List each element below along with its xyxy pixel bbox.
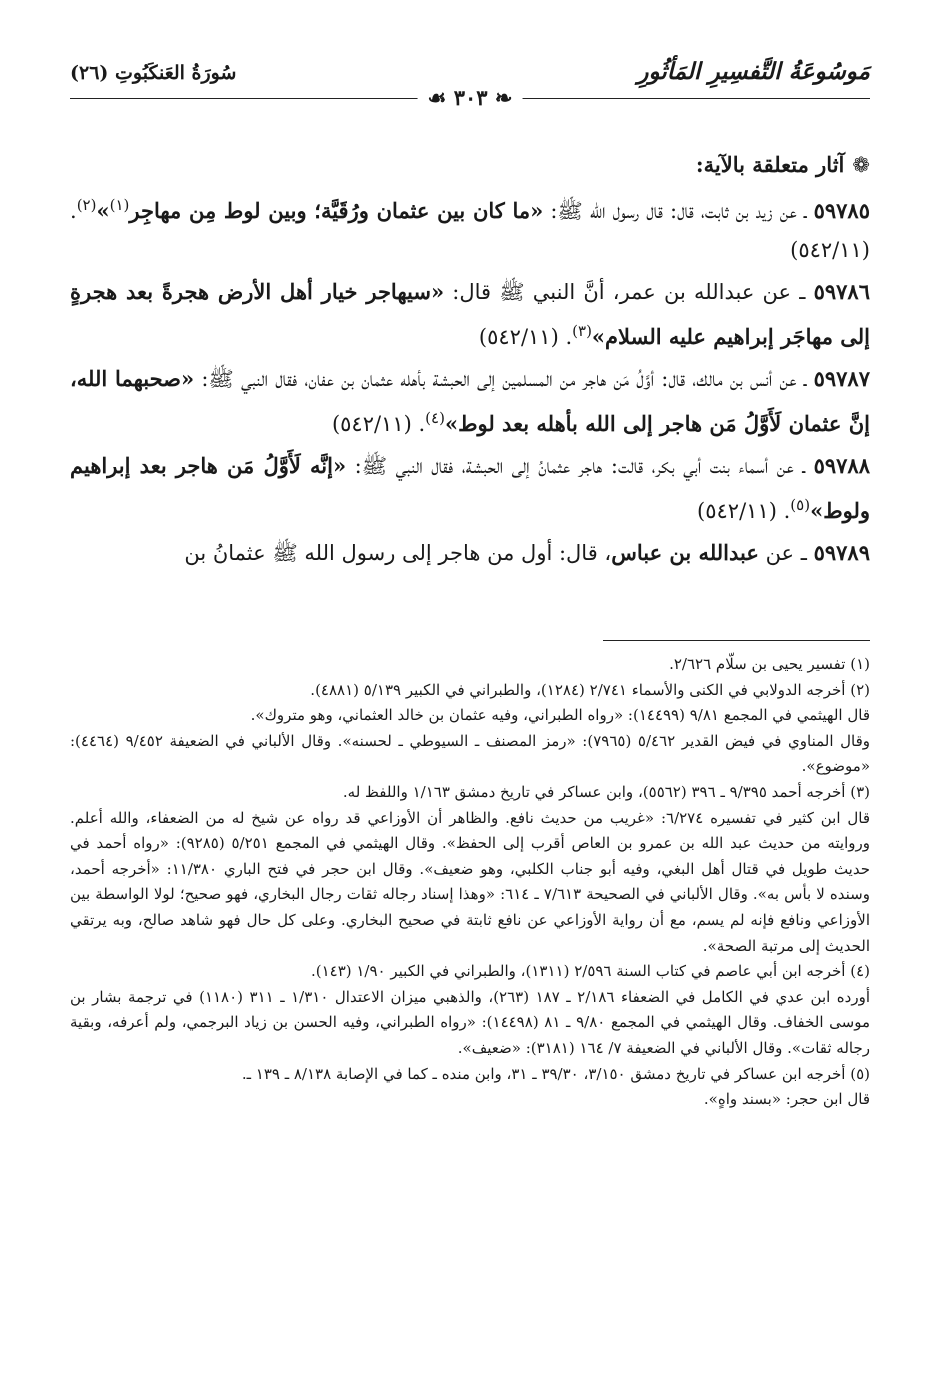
entry-text: ، قال: أول من هاجر إلى رسول الله ﷺ عثمانُ بن [184, 541, 612, 565]
footnote: (٥) أخرجه ابن عساكر في تاريخ دمشق ٣/١٥٠، ٣٩/٣٠ ـ ٣١، وابن منده ـ كما في الإصابة ٨/١٣٨ ـ ١٣٩ ـ. [241, 1064, 870, 1083]
footnote-ref: (١) [109, 196, 130, 214]
entry-text: ـ عن أنس بن مالك، قال: أوَّلُ مَن هاجر من المسلمين إلى الحبشة بأهله عثمان بن عفان، فقال النبي ﷺ: [194, 367, 814, 391]
page-number: ❧ ٣٠٣ ☙ [418, 85, 523, 110]
athar-entry [70, 186, 870, 270]
entry-number: ٥٩٧٨٧ [813, 366, 870, 391]
footnote: وقال المناوي في فيض القدير ٥/٤٦٢ (٧٩٦٥): «رمز المصنف ـ السيوطي ـ لحسنه». وقال الألباني في الضعيفة ٩/٤٥٢ (٤٤٦٤): «موضوع». [70, 731, 871, 776]
volume-ref: . (٥٤٢/١١) [697, 499, 791, 523]
entry-quote: «إنَّه لَأَوَّلُ مَن هاجر بعد إبراهيم ولوط» [70, 453, 870, 523]
entry-text: ـ عن [758, 541, 814, 565]
footnote: قال الهيثمي في المجمع ٩/٨١ (١٤٤٩٩): «رواه الطبراني، وفيه عثمان بن خالد العثماني، وهو متروك». [250, 706, 870, 725]
footnote: (٢) أخرجه الدولابي في الكنى والأسماء ٢/٧٤١ (١٢٨٤)، والطبراني في الكبير ٥/١٣٩ (٤٨٨١). [310, 680, 870, 699]
section-title: آثار متعلقة بالآية: [695, 152, 845, 177]
entry-quote: «صحبهما الله، إنَّ عثمان لَأَوَّلُ مَن هاجر إلى الله بأهله بعد لوط» [70, 366, 870, 436]
athar-entry [70, 446, 870, 531]
athar-entry [70, 533, 870, 573]
book-title: مَوسُوعَةُ التَّفسِيرِ المَأثُورِ [637, 58, 870, 85]
page-header [70, 58, 870, 116]
footnote-ref: (٥) [790, 496, 811, 514]
footnote-ref: (٢) [76, 196, 97, 214]
volume-ref: . (٥٤٢/١١) [478, 325, 573, 349]
section-heading [70, 148, 870, 182]
footnote: قال ابن حجر: «بسند واهٍ». [703, 1090, 870, 1109]
footnote: (٤) أخرجه ابن أبي عاصم في كتاب السنة ٢/٥٩٦ (١٣١١)، والطبراني في الكبير ١/٩٠ (١٤٣). [310, 962, 870, 981]
entry-text: ـ عن أسماء بنت أبي بكر، قالت: هاجر عثمانُ إلى الحبشة، فقال النبي ﷺ: [346, 454, 814, 478]
entry-number: ٥٩٧٨٥ [813, 198, 870, 223]
footnote-separator [603, 640, 870, 641]
volume-ref: . (٥٤٢/١١) [70, 199, 870, 262]
athar-entry [70, 359, 870, 444]
volume-ref: . (٥٤٢/١١) [331, 412, 426, 436]
entry-number: ٥٩٧٨٩ [813, 540, 870, 565]
entry-quote: «سيهاجر خيار أهل الأرض هجرةً بعد هجرةٍ إلى مهاجَر إبراهيم عليه السلام» [70, 279, 870, 349]
entry-text: ـ عن زيد بن ثابت، قال: قال رسول الله ﷺ: [543, 199, 814, 223]
footnote-ref: (٤) [425, 409, 445, 427]
entry-number: ٥٩٧٨٨ [813, 453, 870, 478]
entry-quote: «ما كان بين عثمان ورُقَيَّة؛ وبين لوط مِن مهاجِر [129, 198, 544, 223]
surah-name: سُورَةُ العَنكَبُوتِ (٢٦) [70, 62, 237, 84]
footnotes [70, 652, 870, 1113]
footnote: قال ابن كثير في تفسيره ٦/٢٧٤: «غريب من حديث نافع. والظاهر أن الأوزاعي قد رواه عن شيخ له من الضعفاء، والله أعلم. وروايته من حديث عبد الله بن عمرو بن العاص أقرب إلى الحفظ». وقال الهيثمي في المجمع ٥/٢٥١ (٩٢٨٥): «رواه أحمد في حديث طويل في قتال أهل البغي، وفيه أبو جناب الكلبي، وهو ضعيف». وقال ابن حجر في فتح الباري ١١/٣٨٠: «أخرجه أحمد، وسنده لا بأس به». وقال الألباني في الصحيحة ٧/٦١٣ ـ ٦١٤: «وهذا إسناد رجاله ثقات رجال البخاري، فهو صحيح؛ لولا الواسطة بين الأوزاعي ونافع فإنه لم يسم، مع أن رواية الأوزاعي عن نافع ثابتة في صحيح البخاري. وعلى كل حال فهو شاهد صالح، وبه يرتقي الحديث إلى مرتبة الصحة». [70, 808, 870, 955]
footnote-ref: (٣) [572, 322, 592, 340]
quote-close: » [96, 198, 110, 223]
athar-entry [70, 272, 870, 357]
entry-quote: عبدالله بن عباس [611, 540, 759, 565]
footnote: (١) تفسير يحيى بن سلّام ٢/٦٢٦. [669, 655, 870, 673]
entry-number: ٥٩٧٨٦ [813, 279, 870, 304]
flower-ornament-icon: ❁ [852, 153, 870, 177]
footnote: أورده ابن عدي في الكامل في الضعفاء ٢/١٨٦ ـ ١٨٧ (٢٦٣)، والذهبي ميزان الاعتدال ١/٣١٠ ـ ٣١١ (١١٨٠) في ترجمة بشار بن موسى الخفاف. وقال الهيثمي في المجمع ٩/٨٠ ـ ٨١ (١٤٤٩٨): «رواه الطبراني، وفيه الحسن بن زياد البرجمي، ولم أعرفه، وبقية رجاله ثقات». وقال الألباني في الضعيفة ٧/ ١٦٤ (٣١٨١): «ضعيف». [70, 987, 871, 1057]
main-text [70, 148, 870, 575]
footnote: (٣) أخرجه أحمد ٩/٣٩٥ ـ ٣٩٦ (٥٥٦٢)، وابن عساكر في تاريخ دمشق ١/١٦٣ واللفظ له. [342, 782, 870, 801]
entry-text: ـ عن عبدالله بن عمر، أنَّ النبي ﷺ قال: [444, 280, 814, 304]
